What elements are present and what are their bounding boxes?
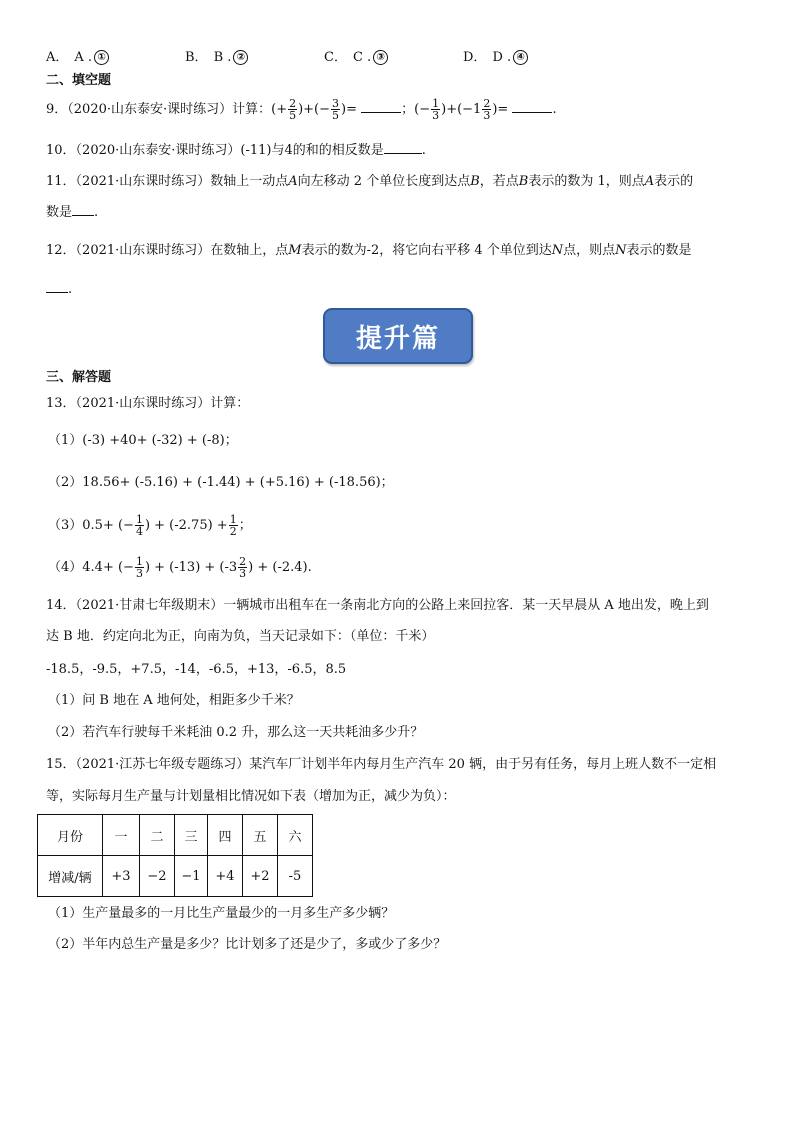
- question-13-part-4: （4）4.4+ (− $\frac{1}{3}$ ) + (-13) + (-3 $\frac{2}{3}$ ) + (-2.4).: [48, 555, 312, 580]
- question-13-part-3: （3）0.5+ (− $\frac{1}{4}$ ) + (-2.75) + $\frac{1}{2}$ ；: [48, 513, 252, 538]
- choice-c: C． C . ③: [324, 46, 388, 65]
- choice-a: A． A . ①: [46, 46, 109, 65]
- question-14-part-2: （2）若汽车行驶每千米耗油 0.2 升，那么这一天共耗油多少升？: [48, 725, 424, 740]
- choice-d: D． D . ④: [463, 46, 528, 65]
- question-14-line1: 14．（2021·甘肃七年级期末）一辆城市出租车在一条南北方向的公路上来回拉客．某一天早晨从 A 地出发，晚上到: [46, 598, 709, 613]
- question-12-answer-line: .: [46, 281, 72, 299]
- question-15-line2: 等，实际每月生产量与计划量相比情况如下表（增加为正，减少为负）：: [46, 789, 456, 804]
- question-10: 10．（2020·山东泰安·课时练习）(-11)与4的和的相反数是 .: [46, 143, 426, 158]
- question-11-line1: 11．（2021·山东课时练习）数轴上一动点A向左移动 2 个单位长度到达点B，若点B表示的数为 1，则点A表示的: [46, 174, 694, 189]
- section-solve-heading: 三、解答题: [46, 370, 112, 385]
- question-14-part-1: （1）问 B 地在 A 地何处，相距多少千米？: [48, 693, 300, 708]
- question-9: 9．（2020·山东泰安·课时练习）计算：(+ $\frac{2}{5}$ )+(− $\frac{3}{5}$ )= ；(− $\frac{1}{3}$ )+(−1 $\frac{2}{3}$ )= .: [46, 97, 557, 122]
- question-14-line2: 达 B 地．约定向北为正，向南为负，当天记录如下：（单位：千米）: [46, 629, 435, 644]
- choice-b: B． B . ②: [185, 46, 248, 65]
- question-14-data: -18.5，-9.5，+7.5，-14，-6.5，+13，-6.5，8.5: [46, 662, 347, 677]
- section-fill-blank-heading: 二、填空题: [46, 73, 112, 88]
- advanced-section-banner: 提升篇: [323, 308, 473, 364]
- question-15-part-2: （2）半年内总生产量是多少？比计划多了还是少了，多或少了多少？: [48, 937, 447, 952]
- production-table: [37, 814, 313, 897]
- question-15-part-1: （1）生产量最多的一月比生产量最少的一月多生产多少辆？: [48, 906, 395, 921]
- question-13-part-1: （1）(-3) +40+ (-32) + (-8)；: [48, 433, 238, 448]
- question-13: 13．（2021·山东课时练习）计算：: [46, 396, 250, 411]
- table-row: 增减/辆 +3 −2 −1 +4 +2 -5: [38, 856, 313, 897]
- question-12: 12．（2021·山东课时练习）在数轴上，点M表示的数为-2，将它向右平移 4 个单位到达N点，则点N表示的数是: [46, 243, 692, 258]
- table-row: 月份 一 二 三 四 五 六: [38, 815, 313, 856]
- question-11-line2: 数是 .: [46, 205, 99, 220]
- question-13-part-2: （2）18.56+ (-5.16) + (-1.44) + (+5.16) + (-18.56)；: [48, 475, 394, 490]
- question-15-line1: 15．（2021·江苏七年级专题练习）某汽车厂计划半年内每月生产汽车 20 辆，由于另有任务，每月上班人数不一定相: [46, 757, 717, 772]
